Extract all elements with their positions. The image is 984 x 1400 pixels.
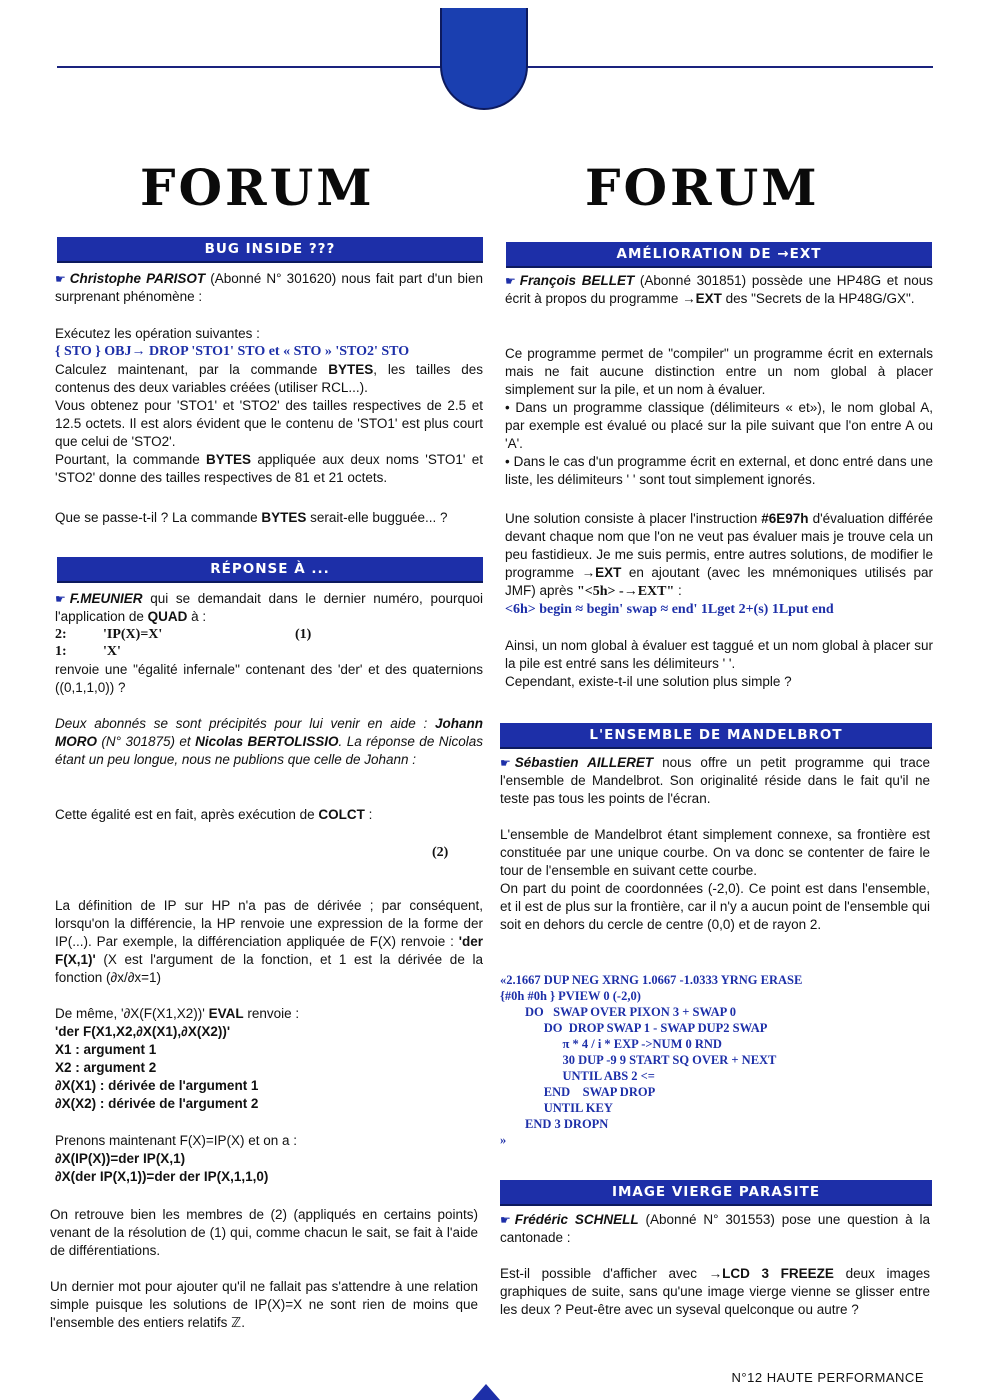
reponse-deux-abonnes: Deux abonnés se sont précipités pour lui venir en aide : Johann MORO (N° 301875) et Nicolas BERTOLISSIO. La réponse de Nicolas étant un peu longue, nous ne publions que celle de Johann :: [55, 716, 483, 767]
header-reponse: RÉPONSE À ...: [57, 557, 483, 583]
mandel-p2: On part du point de coordonnées (-2,0). Ce point est dans l'ensemble, et il est de plus sur la frontière, car il n'y a aucun point de l'ensemble qui soit en dehors du cercle de centre (0,0) et de rayon 2.: [500, 881, 930, 932]
header-image-vierge: IMAGE VIERGE PARASITE: [500, 1180, 932, 1206]
stack-level-2: 2: 'IP(X)=X' (1): [55, 627, 312, 642]
ext-intro: ☛ François BELLET (Abonné 301851) possède une HP48G et nous écrit à propos du programme →EXT des "Secrets de la HP48G/GX".: [505, 273, 933, 306]
image-intro: ☛ Frédéric SCHNELL (Abonné N° 301553) pose une question à la cantonade :: [500, 1212, 930, 1245]
bug-code: { STO } OBJ→ DROP 'STO1' STO et « STO » 'STO2' STO: [55, 344, 410, 359]
header-amelioration-ext: AMÉLIORATION DE →EXT: [506, 242, 932, 268]
header-bug-inside: BUG INSIDE ???: [57, 237, 483, 263]
stack-level-1: 1: 'X': [55, 644, 121, 659]
forum-title-right: FORUM: [585, 158, 820, 217]
reponse-de-meme: De même, '∂X(F(X1,X2))' EVAL renvoie : 'der F(X1,X2,∂X(X1),∂X(X2))' X1 : argument 1 X2 : argument 2 ∂X(X1) : dérivée de l'argument 1 ∂X(X2) : dérivée de l'argument 2: [55, 1006, 300, 1111]
mandel-intro: ☛ Sébastien AILLERET nous offre un petit programme qui trace l'ensemble de Mandelbrot. Son originalité réside dans le fait qu'il ne teste pas tous les points de l'écran.: [500, 755, 930, 806]
reponse-retrouve: On retrouve bien les membres de (2) (appliqués en certains points) venant de la résolution de (1) qui, comme chacun le sait, se fait à l'aide de différentiations.: [50, 1207, 478, 1258]
forum-title-left: FORUM: [140, 158, 375, 217]
ext-ainsi: Ainsi, un nom global à évaluer est taggué et un nom global à placer sur la pile est entré sans les délimiteurs ' '. Cependant, existe-t-il une solution plus simple ?: [505, 638, 933, 689]
page-triangle-icon: [472, 1384, 500, 1400]
header-mandelbrot: L'ENSEMBLE DE MANDELBROT: [500, 723, 932, 749]
reponse-colct: Cette égalité est en fait, après exécution de COLCT :: [55, 807, 373, 822]
top-half-circle: [440, 8, 528, 110]
pointing-hand-icon: ☛: [500, 756, 511, 770]
ext-body: Ce programme permet de "compiler" un programme écrit en externals mais ne fait aucune distinction entre un nom global à placer simplement sur la pile, et un nom à évaluer. • Dans un programme classique (délimiteurs « et»), le nom global A, par exemple est évalué ou placé sur la pile suivant que l'on entre A ou 'A'. • Dans le cas d'un programme écrit en external, et donc entré dans une liste, les délimiteurs ' ' sont tout simplement ignorés.: [505, 346, 933, 487]
ext-code: <6h> begin ≈ begin' swap ≈ end' 1Lget 2+(s) 1Lput end: [505, 602, 834, 617]
bug-intro: ☛ Christophe PARISOT (Abonné N° 301620) nous fait part d'un bien surprenant phénomène :: [55, 271, 483, 304]
reponse-definition: La définition de IP sur HP n'a pas de dérivée ; par conséquent, lorsqu'on la différencie, la HP renvoie une expression de la forme der IP(...). Par exemple, la différenciation appliquée de F(X) renvoie : 'der F(X,1)' (X est l'argument de la fonction, et 1 est la dérivée de la fonction (∂x/∂x=1): [55, 898, 483, 985]
equation-ref-2: (2): [432, 845, 449, 860]
mandel-p1: L'ensemble de Mandelbrot étant simplement connexe, sa frontière est constituée par une unique courbe. On va donc se contenter de faire le tour de l'ensemble en suivant cette courbe.: [500, 827, 930, 878]
reponse-dernier-mot: Un dernier mot pour ajouter qu'il ne fallait pas s'attendre à une relation simple puisque les solutions de IP(X)=X ne sont rien de moins que l'ensemble des entiers relatifs ℤ.: [50, 1279, 478, 1330]
pointing-hand-icon: ☛: [55, 592, 66, 606]
ext-solution: Une solution consiste à placer l'instruction #6E97h d'évaluation différée devant chaque nom que l'on ne veut pas évaluer mais je trouve cela un peu fastidieux. Je me suis permis, entre autres solutions, de modifier le programme →EXT en ajoutant (avec les mnémoniques utilisés par JMF) après "<5h> -→EXT" : <6h> begin ≈ begin' swap ≈ end' 1Lget 2+(s) 1Lput end: [505, 511, 933, 617]
reponse-intro: ☛ F.MEUNIER qui se demandait dans le dernier numéro, pourquoi l'application de QUAD à :: [55, 591, 483, 624]
reponse-renvoie: renvoie une "égalité infernale" contenant des 'der' et des quaternions ((0,1,1,0)) ?: [55, 662, 483, 695]
reponse-prenons: Prenons maintenant F(X)=IP(X) et on a : ∂X(IP(X))=der IP(X,1) ∂X(der IP(X,1))=der der IP(X,1,1,0): [55, 1133, 297, 1184]
image-question: Est-il possible d'afficher avec →LCD 3 FREEZE deux images graphiques de suite, sans qu'une image vierge vienne se glisser entre les deux ? Peut-être avec un syseval quelconque ou autre ?: [500, 1266, 930, 1317]
mandel-code: «2.1667 DUP NEG XRNG 1.0667 -1.0333 YRNG ERASE {#0h #0h } PVIEW 0 (-2,0) DO SWAP OVER PIXON 3 + SWAP 0 DO DROP SWAP 1 - SWAP DUP2 SWAP π * 4 / i * EXP ->NUM 0 RND 30 DUP -9 9 START SQ OVER + NEXT UNTIL ABS 2 <= END SWAP DROP UNTIL KEY END 3 DROPN »: [500, 973, 803, 1147]
pointing-hand-icon: ☛: [55, 272, 66, 286]
page-footer: N°12 HAUTE PERFORMANCE: [731, 1370, 924, 1385]
bug-body: Exécutez les opération suivantes : { STO } OBJ→ DROP 'STO1' STO et « STO » 'STO2' STO Calculez maintenant, par la commande BYTES, les tailles des contenus des deux variables créées (utiliser RCL...). Vous obtenez pour 'STO1' et 'STO2' des tailles respectives de 2.5 et 12.5 octets. Il est alors évident que le contenu de 'STO1' est plus court que celui de 'STO2'. Pourtant, la commande BYTES appliquée aux deux noms 'STO1' et 'STO2' donne des tailles respectives de 81 et 21 octets.: [55, 326, 484, 485]
pointing-hand-icon: ☛: [500, 1213, 511, 1227]
pointing-hand-icon: ☛: [505, 274, 516, 288]
bug-question: Que se passe-t-il ? La commande BYTES serait-elle bugguée... ?: [55, 510, 448, 525]
